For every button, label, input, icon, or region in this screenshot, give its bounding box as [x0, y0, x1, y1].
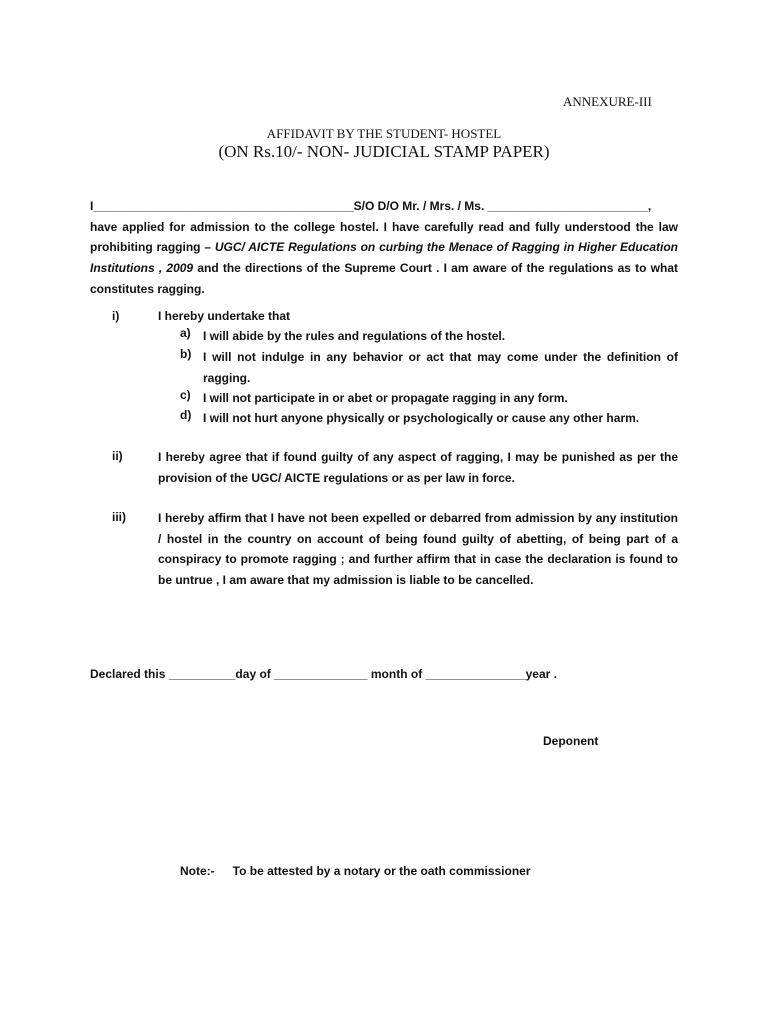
item-text: I hereby affirm that I have not been expelled or debarred from admission by any institution / hostel in the country on account of being found guilty of abetting, of being part of a conspiracy to promote ragging ; and further affirm that in case the declaration is found to be untrue , I am aware that my admission is liable to be cancelled. [158, 511, 678, 588]
subitem-text: I will abide by the rules and regulations of the hostel. [203, 329, 506, 343]
item-marker: ii) [112, 449, 123, 463]
intro-paragraph [90, 196, 678, 300]
deponent-signature-label: Deponent [543, 734, 599, 748]
item-marker: i) [112, 309, 120, 323]
subitem-text: I will not participate in or abet or propagate ragging in any form. [203, 391, 568, 405]
note [180, 864, 531, 878]
note-text: To be attested by a notary or the oath commissioner [232, 864, 531, 878]
intro-text-end: and the directions of the Supreme Court . I am aware of the regulations as to what constitutes ragging. [90, 261, 679, 296]
subitem-marker: a) [180, 326, 191, 340]
item-marker: iii) [112, 510, 126, 524]
subitem-marker: c) [180, 388, 191, 402]
intro-name-line: I_______________________________________S/O D/O Mr. / Mrs. / Ms. ________________________, [90, 199, 652, 213]
affidavit-title: AFFIDAVIT BY THE STUDENT- HOSTEL [266, 126, 502, 141]
subitem-marker: d) [180, 408, 192, 422]
item-text: I hereby undertake that [158, 309, 291, 323]
annexure-label: ANNEXURE-III [563, 94, 652, 109]
intro-text-start: have applied for admission to the college hostel. I have carefully read and fully understood the law prohibiting ragging – [90, 219, 678, 255]
item-text: I hereby agree that if found guilty of any aspect of ragging, I may be punished as per the provision of the UGC/ AICTE regulations or as per law in force. [158, 450, 678, 485]
stamp-paper-subtitle: (ON Rs.10/- NON- JUDICIAL STAMP PAPER) [218, 142, 550, 161]
subitem-text: I will not indulge in any behavior or act that may come under the definition of ragging. [203, 350, 678, 385]
subitem-text: I will not hurt anyone physically or psychologically or cause any other harm. [203, 411, 640, 425]
subitem-marker: b) [180, 347, 192, 361]
declaration-line: Declared this __________day of ______________ month of _______________year . [90, 667, 557, 681]
note-label: Note:- [180, 864, 215, 878]
regulation-title: UGC/ AICTE Regulations on curbing the Menace of Ragging in Higher Education Institutions , 2009 [90, 240, 678, 276]
